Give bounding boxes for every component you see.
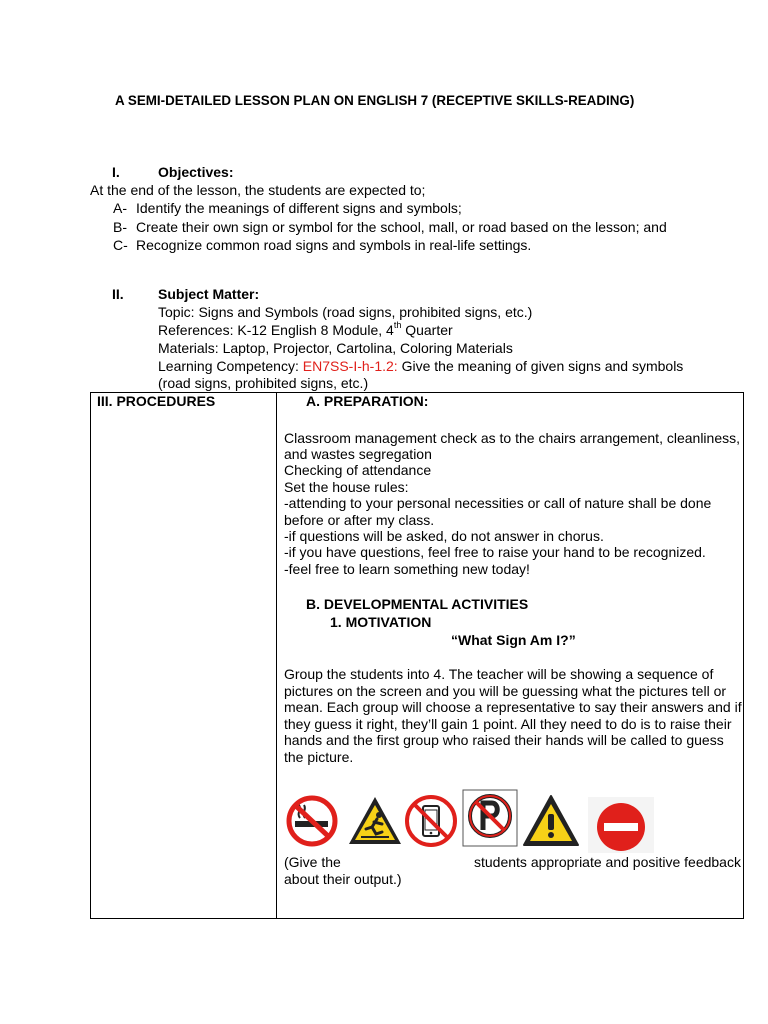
references-text: References: K-12 English 8 Module, 4 [158,322,394,338]
table-column-divider [276,393,277,918]
prep-line: Set the house rules: [284,479,409,495]
activity-line: hands and the first group who raised their hands will be called to guess [284,732,724,748]
objective-letter: C- [113,237,128,253]
activity-title: “What Sign Am I?” [451,632,576,648]
subject-materials: Materials: Laptop, Projector, Cartolina, Coloring Materials [158,340,513,356]
page-title: A SEMI-DETAILED LESSON PLAN ON ENGLISH 7 (RECEPTIVE SKILLS-READING) [115,93,635,108]
no-phone-sign-icon [403,793,459,849]
subject-competency [158,358,683,375]
activity-line: the picture. [284,749,354,765]
prep-line: and wastes segregation [284,446,432,462]
no-smoking-sign-icon [284,794,340,848]
feedback-text-right: students appropriate and positive feedback [474,854,741,870]
slippery-floor-warning-icon [346,794,404,848]
section-numeral-subject: II. [112,286,124,302]
competency-text: Give the meaning of given signs and symbols [397,358,684,374]
subject-matter-heading: Subject Matter: [158,286,260,302]
competency-code: EN7SS-I-h-1.2: [302,358,398,374]
competency-label: Learning Competency: [158,358,303,374]
prep-line: -attending to your personal necessities or call of nature shall be done [284,495,712,511]
objective-letter: A- [113,200,127,216]
objective-text: Identify the meanings of different signs and symbols; [136,200,462,216]
references-text-end: Quarter [401,322,453,338]
subject-topic: Topic: Signs and Symbols (road signs, prohibited signs, etc.) [158,304,533,320]
competency-text-continued: (road signs, prohibited signs, etc.) [158,375,369,391]
objectives-heading: Objectives: [158,164,234,180]
prep-line: -if questions will be asked, do not answer in chorus. [284,528,604,544]
no-parking-sign-icon [462,789,518,847]
activity-line: pictures on the screen and you will be guessing what the pictures tell or [284,683,727,699]
developmental-heading: B. DEVELOPMENTAL ACTIVITIES [306,596,529,612]
objective-text: Recognize common road signs and symbols in real-life settings. [136,237,532,253]
motivation-heading: 1. MOTIVATION [330,614,432,630]
warning-exclamation-icon [521,793,581,849]
feedback-text-left: (Give the [284,854,341,870]
activity-line: mean. Each group will choose a representative to say their answers and if [284,699,742,715]
prep-line: before or after my class. [284,512,435,528]
objective-text: Create their own sign or symbol for the school, mall, or road based on the lesson; and [136,219,667,235]
no-entry-sign-icon [588,797,654,853]
objective-letter: B- [113,219,127,235]
prep-line: -if you have questions, feel free to raise your hand to be recognized. [284,544,706,560]
prep-line: Classroom management check as to the chairs arrangement, cleanliness, [284,430,740,446]
prep-line: Checking of attendance [284,462,432,478]
section-numeral-objectives: I. [112,164,120,180]
subject-references [158,322,453,339]
feedback-text-line2: about their output.) [284,871,402,887]
prep-line: -feel free to learn something new today! [284,561,530,577]
activity-line: Group the students into 4. The teacher will be showing a sequence of [284,666,714,682]
objectives-intro: At the end of the lesson, the students are expected to; [90,182,426,198]
procedures-heading: III. PROCEDURES [97,393,216,409]
preparation-heading: A. PREPARATION: [306,393,429,409]
references-superscript: th [393,320,402,330]
activity-line: they guess it right, they’ll gain 1 point. All they need to do is to raise their [284,716,732,732]
